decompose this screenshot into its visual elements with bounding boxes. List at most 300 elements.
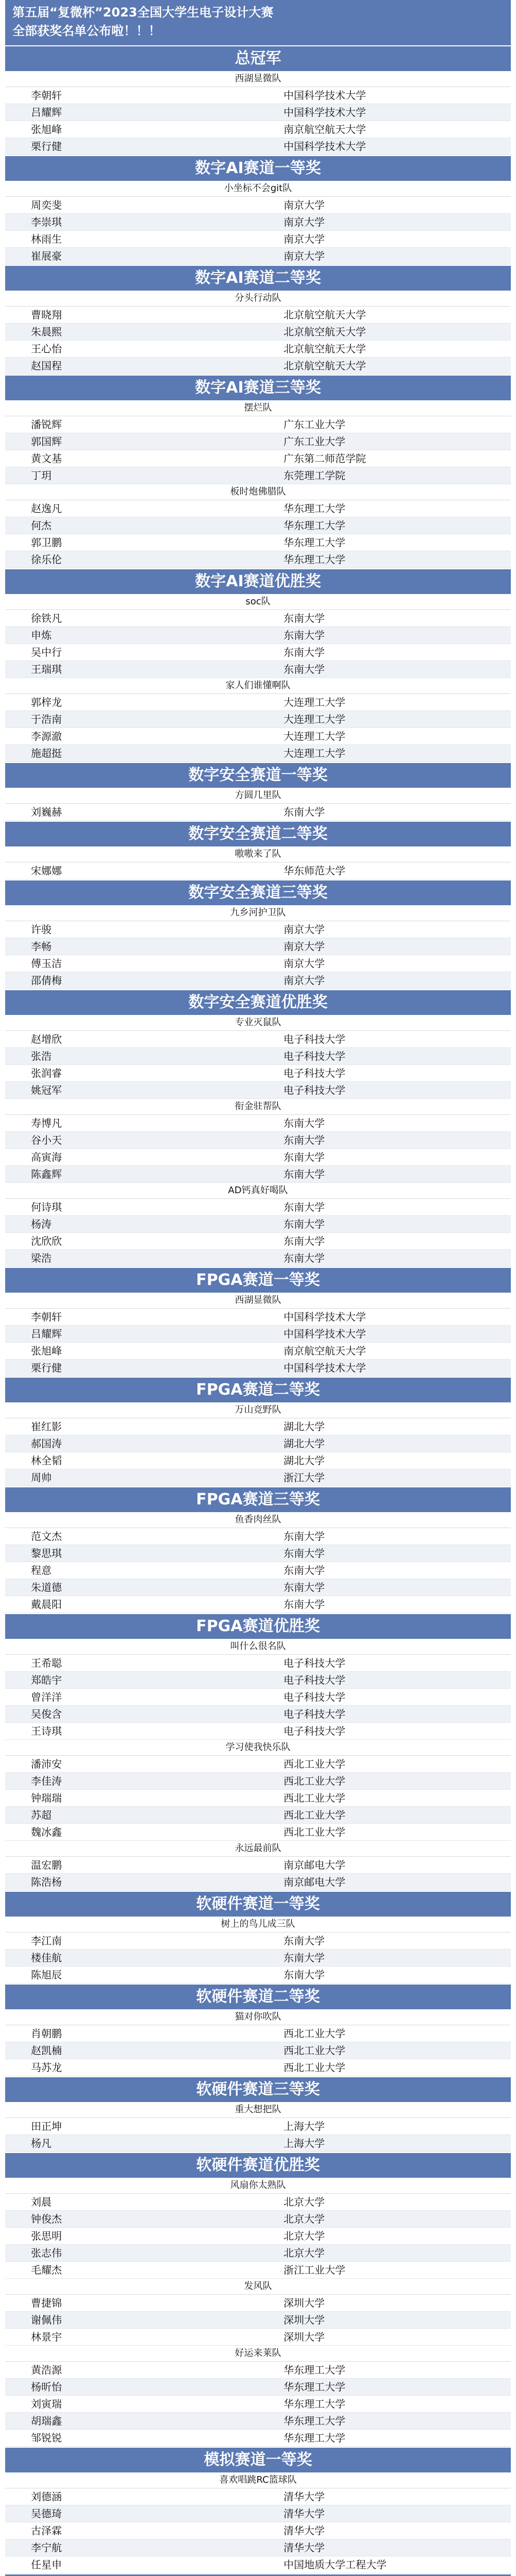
- member-school: 北京大学: [284, 2247, 325, 2259]
- member-row: [5, 2042, 511, 2059]
- member-row: [5, 1031, 511, 1048]
- member-list: [5, 694, 511, 762]
- member-row: [5, 416, 511, 433]
- member-row: [5, 2329, 511, 2346]
- award-section: [5, 989, 511, 1267]
- team-name: 猫对你吹队: [5, 2009, 511, 2025]
- member-school: 湖北大学: [284, 1420, 325, 1433]
- member-school: 深圳大学: [284, 2297, 325, 2309]
- member-row: [5, 1596, 511, 1613]
- member-name: 王诗琪: [31, 1725, 62, 1737]
- member-school: 东南大学: [284, 1168, 325, 1180]
- member-name: 丁玥: [31, 469, 52, 482]
- team-name: 喜欢唱跳RC篮球队: [5, 2472, 511, 2488]
- member-school: 湖北大学: [284, 1454, 325, 1467]
- member-name: 王希聪: [31, 1657, 62, 1669]
- member-name: 杨凡: [31, 2137, 52, 2149]
- member-school: 东南大学: [284, 646, 325, 658]
- member-name: 王瑞琪: [31, 663, 62, 675]
- member-school: 中国科学技术大学: [284, 89, 366, 101]
- page-header: [5, 0, 511, 45]
- member-row: [5, 2245, 511, 2262]
- member-list: [5, 2118, 511, 2152]
- member-school: 东南大学: [284, 1134, 325, 1146]
- member-row: [5, 1672, 511, 1689]
- member-row: [5, 467, 511, 484]
- member-row: [5, 1807, 511, 1824]
- award-title: 数字AI赛道二等奖: [5, 265, 511, 291]
- member-row: [5, 2396, 511, 2413]
- team-name: 专业灭鼠队: [5, 1015, 511, 1031]
- member-list: [5, 2025, 511, 2076]
- member-name: 李源澈: [31, 730, 62, 742]
- member-list: [5, 804, 511, 821]
- member-name: 施超挺: [31, 747, 62, 759]
- member-name: 崔展豪: [31, 250, 62, 262]
- member-name: 刘晨: [31, 2196, 52, 2208]
- member-school: 东南大学: [284, 1117, 325, 1129]
- member-name: 张旭峰: [31, 123, 62, 135]
- member-name: 周奕斐: [31, 199, 62, 211]
- member-school: 广东工业大学: [284, 435, 345, 448]
- member-school: 西北工业大学: [284, 1758, 345, 1770]
- member-row: [5, 644, 511, 661]
- member-list: [5, 1199, 511, 1267]
- member-row: [5, 1048, 511, 1065]
- member-list: [5, 2488, 511, 2573]
- member-name: 戴晨阳: [31, 1598, 62, 1611]
- member-row: [5, 341, 511, 358]
- member-school: 东南大学: [284, 1530, 325, 1543]
- member-row: [5, 1115, 511, 1132]
- member-school: 南京航空航天大学: [284, 1345, 366, 1357]
- member-row: [5, 1343, 511, 1360]
- member-row: [5, 745, 511, 762]
- member-name: 田正坤: [31, 2120, 62, 2132]
- award-title: 软硬件赛道优胜奖: [5, 2152, 511, 2178]
- team-name: 板时炮佛腊队: [5, 484, 511, 500]
- member-school: 华东理工大学: [284, 519, 345, 532]
- member-list: [5, 610, 511, 678]
- member-school: 清华大学: [284, 2524, 325, 2537]
- member-school: 东南大学: [284, 1151, 325, 1163]
- member-name: 栗行健: [31, 140, 62, 152]
- member-school: 西北工业大学: [284, 2044, 345, 2057]
- member-school: 南京航空航天大学: [284, 123, 366, 135]
- member-row: [5, 358, 511, 375]
- member-school: 东南大学: [284, 806, 325, 818]
- award-section: [5, 1377, 511, 1486]
- member-name: 李佳涛: [31, 1775, 62, 1787]
- member-school: 中国科学技术大学: [284, 1328, 366, 1340]
- award-section: [5, 821, 511, 879]
- member-name: 谷小天: [31, 1134, 62, 1146]
- member-name: 谢佩伟: [31, 2314, 62, 2326]
- member-row: [5, 104, 511, 121]
- member-row: [5, 2522, 511, 2539]
- award-title: 软硬件赛道一等奖: [5, 1891, 511, 1917]
- member-name: 任星申: [31, 2558, 62, 2571]
- member-name: 寿博凡: [31, 1117, 62, 1129]
- member-name: 陈浩杨: [31, 1876, 62, 1888]
- member-school: 南京大学: [284, 974, 325, 987]
- member-row: [5, 1199, 511, 1216]
- team-name: 永远最前队: [5, 1841, 511, 1857]
- award-section: [5, 375, 511, 568]
- member-school: 东南大学: [284, 1564, 325, 1577]
- member-school: 北京航空航天大学: [284, 343, 366, 355]
- member-name: 黄文基: [31, 452, 62, 465]
- member-school: 深圳大学: [284, 2331, 325, 2343]
- member-school: 中国地质大学工程大学: [284, 2558, 387, 2571]
- member-list: [5, 500, 511, 568]
- member-row: [5, 214, 511, 231]
- award-section: [5, 1891, 511, 1984]
- member-name: 朱晨熙: [31, 326, 62, 338]
- award-sections: [5, 45, 511, 2576]
- member-name: 吴俊含: [31, 1708, 62, 1720]
- member-row: [5, 248, 511, 265]
- team-name: 西湖显微队: [5, 1293, 511, 1309]
- member-name: 申炼: [31, 629, 52, 641]
- team-name: 好运来莱队: [5, 2346, 511, 2362]
- member-row: [5, 2312, 511, 2329]
- member-row: [5, 1149, 511, 1166]
- member-row: [5, 1166, 511, 1183]
- member-school: 大连理工大学: [284, 747, 345, 759]
- member-list: [5, 1933, 511, 1984]
- member-school: 南京邮电大学: [284, 1876, 345, 1888]
- member-name: 苏超: [31, 1809, 52, 1821]
- member-name: 毛耀杰: [31, 2264, 62, 2276]
- member-school: 东南大学: [284, 1598, 325, 1611]
- member-name: 赵逸凡: [31, 502, 62, 515]
- member-row: [5, 2362, 511, 2379]
- member-school: 大连理工大学: [284, 730, 345, 742]
- award-section: [5, 568, 511, 762]
- member-school: 东南大学: [284, 1952, 325, 1964]
- member-row: [5, 1065, 511, 1082]
- member-name: 沈欣欣: [31, 1235, 62, 1247]
- award-title: 数字安全赛道优胜奖: [5, 989, 511, 1015]
- member-row: [5, 2430, 511, 2447]
- member-row: [5, 862, 511, 879]
- award-section: [5, 1613, 511, 1891]
- member-name: 楼佳航: [31, 1952, 62, 1964]
- member-school: 东南大学: [284, 1547, 325, 1560]
- member-name: 王心怡: [31, 343, 62, 355]
- member-school: 南京大学: [284, 199, 325, 211]
- member-school: 电子科技大学: [284, 1674, 345, 1686]
- member-name: 曹晓翔: [31, 309, 62, 321]
- team-name: soc队: [5, 594, 511, 610]
- member-name: 杨昕怡: [31, 2381, 62, 2393]
- member-row: [5, 121, 511, 138]
- award-title: 总冠军: [5, 45, 511, 71]
- member-name: 李崇琪: [31, 216, 62, 228]
- award-title: 数字AI赛道优胜奖: [5, 568, 511, 594]
- member-row: [5, 1967, 511, 1984]
- team-name: 衔金驻帮队: [5, 1099, 511, 1115]
- member-row: [5, 2135, 511, 2152]
- team-name: 鱼香肉丝队: [5, 1512, 511, 1528]
- member-school: 广东第二师范学院: [284, 452, 366, 465]
- member-name: 刘巍赫: [31, 806, 62, 818]
- member-row: [5, 2488, 511, 2505]
- award-title: FPGA赛道三等奖: [5, 1486, 511, 1512]
- member-row: [5, 1082, 511, 1099]
- member-name: 魏冰鑫: [31, 1826, 62, 1838]
- member-name: 钟俊杰: [31, 2213, 62, 2225]
- team-name: 方圆几里队: [5, 788, 511, 804]
- member-name: 张浩: [31, 1050, 52, 1062]
- member-name: 周帅: [31, 1471, 52, 1484]
- member-school: 东莞理工学院: [284, 469, 345, 482]
- member-row: [5, 938, 511, 955]
- member-row: [5, 2413, 511, 2430]
- member-name: 吴德琦: [31, 2507, 62, 2520]
- member-row: [5, 1216, 511, 1233]
- member-row: [5, 2379, 511, 2396]
- member-name: 范文杰: [31, 1530, 62, 1543]
- member-name: 赵国程: [31, 360, 62, 372]
- member-name: 傅玉洁: [31, 957, 62, 970]
- team-name: 分头行动队: [5, 291, 511, 307]
- member-row: [5, 2059, 511, 2076]
- member-name: 高寅海: [31, 1151, 62, 1163]
- member-school: 深圳大学: [284, 2314, 325, 2326]
- member-row: [5, 1824, 511, 1841]
- member-name: 陈旭辰: [31, 1969, 62, 1981]
- member-row: [5, 1579, 511, 1596]
- team-name: 风扇你太熟队: [5, 2178, 511, 2194]
- member-name: 程意: [31, 1564, 52, 1577]
- member-school: 清华大学: [284, 2490, 325, 2503]
- member-school: 电子科技大学: [284, 1050, 345, 1062]
- team-name: 发风队: [5, 2279, 511, 2295]
- member-name: 宋娜娜: [31, 865, 62, 877]
- member-row: [5, 1326, 511, 1343]
- member-school: 大连理工大学: [284, 713, 345, 725]
- award-section: [5, 1267, 511, 1377]
- member-row: [5, 324, 511, 341]
- award-section: [5, 879, 511, 989]
- member-row: [5, 627, 511, 644]
- member-school: 华东理工大学: [284, 536, 345, 549]
- member-name: 张志伟: [31, 2247, 62, 2259]
- member-school: 西北工业大学: [284, 2061, 345, 2074]
- member-school: 东南大学: [284, 1969, 325, 1981]
- member-name: 于浩南: [31, 713, 62, 725]
- award-title: 数字安全赛道三等奖: [5, 879, 511, 905]
- member-row: [5, 534, 511, 551]
- member-row: [5, 1452, 511, 1469]
- member-row: [5, 1469, 511, 1486]
- member-name: 吴中行: [31, 646, 62, 658]
- member-school: 南京大学: [284, 923, 325, 936]
- member-school: 北京航空航天大学: [284, 326, 366, 338]
- member-school: 上海大学: [284, 2137, 325, 2149]
- member-name: 何诗琪: [31, 1201, 62, 1213]
- award-title: FPGA赛道二等奖: [5, 1377, 511, 1402]
- member-school: 南京大学: [284, 957, 325, 970]
- member-row: [5, 2262, 511, 2279]
- member-row: [5, 972, 511, 989]
- member-name: 曹捷锦: [31, 2297, 62, 2309]
- member-list: [5, 87, 511, 155]
- member-school: 电子科技大学: [284, 1725, 345, 1737]
- member-list: [5, 1031, 511, 1099]
- member-name: 赵凯楠: [31, 2044, 62, 2057]
- member-row: [5, 1857, 511, 1874]
- member-school: 中国科学技术大学: [284, 106, 366, 118]
- award-section: [5, 2076, 511, 2152]
- award-title: 软硬件赛道三等奖: [5, 2076, 511, 2102]
- member-school: 东南大学: [284, 612, 325, 624]
- team-name: 小坐标不会git队: [5, 181, 511, 197]
- award-section: [5, 45, 511, 155]
- award-section: [5, 2447, 511, 2573]
- member-school: 清华大学: [284, 2507, 325, 2520]
- member-school: 东南大学: [284, 663, 325, 675]
- member-row: [5, 610, 511, 627]
- member-name: 郭国辉: [31, 435, 62, 448]
- member-name: 赵增欣: [31, 1033, 62, 1045]
- member-name: 李畅: [31, 940, 52, 953]
- member-name: 何杰: [31, 519, 52, 532]
- member-school: 西北工业大学: [284, 1809, 345, 1821]
- member-name: 吕耀辉: [31, 106, 62, 118]
- member-row: [5, 2228, 511, 2245]
- member-row: [5, 1950, 511, 1967]
- member-school: 北京大学: [284, 2213, 325, 2225]
- member-name: 肖朝鹏: [31, 2027, 62, 2040]
- member-row: [5, 1723, 511, 1740]
- member-row: [5, 1309, 511, 1326]
- member-school: 东南大学: [284, 1201, 325, 1213]
- team-name: 家人们谁懂啊队: [5, 678, 511, 694]
- member-name: 古泽霖: [31, 2524, 62, 2537]
- award-title: FPGA赛道优胜奖: [5, 1613, 511, 1639]
- member-school: 西北工业大学: [284, 2027, 345, 2040]
- team-name: 九乡河护卫队: [5, 905, 511, 921]
- member-school: 中国科学技术大学: [284, 140, 366, 152]
- page-subtitle: 全部获奖名单公布啦！！！: [12, 24, 161, 38]
- member-row: [5, 1418, 511, 1435]
- member-row: [5, 1528, 511, 1545]
- award-section: [5, 762, 511, 821]
- award-section: [5, 265, 511, 375]
- member-row: [5, 500, 511, 517]
- team-name: 树上的鸟儿成三队: [5, 1917, 511, 1933]
- member-name: 陈鑫辉: [31, 1168, 62, 1180]
- member-name: 邵倩梅: [31, 974, 62, 987]
- member-name: 马苏龙: [31, 2061, 62, 2074]
- member-name: 郭卫鹏: [31, 536, 62, 549]
- award-section: [5, 1486, 511, 1613]
- member-name: 林雨生: [31, 233, 62, 245]
- member-list: [5, 1115, 511, 1183]
- member-row: [5, 955, 511, 972]
- member-school: 东南大学: [284, 1235, 325, 1247]
- member-school: 西北工业大学: [284, 1775, 345, 1787]
- member-list: [5, 1418, 511, 1486]
- member-row: [5, 2194, 511, 2211]
- member-name: 刘德涵: [31, 2490, 62, 2503]
- member-row: [5, 1706, 511, 1723]
- team-name: 万山竞野队: [5, 1402, 511, 1418]
- award-title: FPGA赛道一等奖: [5, 1267, 511, 1293]
- award-title: 数字AI赛道三等奖: [5, 375, 511, 400]
- member-list: [5, 2295, 511, 2346]
- member-list: [5, 1857, 511, 1891]
- member-row: [5, 661, 511, 678]
- member-row: [5, 1756, 511, 1773]
- member-name: 刘寅瑞: [31, 2398, 62, 2410]
- member-school: 南京大学: [284, 250, 325, 262]
- member-school: 中国科学技术大学: [284, 1362, 366, 1374]
- member-name: 林景宇: [31, 2331, 62, 2343]
- member-row: [5, 307, 511, 324]
- team-name: 学习使我快乐队: [5, 1740, 511, 1756]
- member-name: 胡瑞鑫: [31, 2415, 62, 2427]
- member-name: 郑皓宇: [31, 1674, 62, 1686]
- member-row: [5, 1689, 511, 1706]
- member-row: [5, 728, 511, 745]
- member-list: [5, 2194, 511, 2279]
- member-row: [5, 1933, 511, 1950]
- member-school: 大连理工大学: [284, 696, 345, 708]
- member-name: 黄浩源: [31, 2364, 62, 2376]
- member-row: [5, 2295, 511, 2312]
- member-school: 南京大学: [284, 216, 325, 228]
- member-name: 温宏鹏: [31, 1859, 62, 1871]
- member-row: [5, 450, 511, 467]
- member-list: [5, 1309, 511, 1377]
- member-row: [5, 2118, 511, 2135]
- member-list: [5, 921, 511, 989]
- award-section: [5, 2152, 511, 2447]
- member-name: 栗行健: [31, 1362, 62, 1374]
- award-title: 模拟赛道一等奖: [5, 2447, 511, 2472]
- award-section: [5, 2573, 511, 2576]
- award-title: 数字AI赛道一等奖: [5, 155, 511, 181]
- team-name: AD钙真好喝队: [5, 1183, 511, 1199]
- member-row: [5, 2025, 511, 2042]
- award-title: [5, 2573, 511, 2576]
- member-list: [5, 1655, 511, 1740]
- member-school: 电子科技大学: [284, 1691, 345, 1703]
- member-school: 电子科技大学: [284, 1657, 345, 1669]
- member-school: 西北工业大学: [284, 1826, 345, 1838]
- member-row: [5, 921, 511, 938]
- member-school: 广东工业大学: [284, 418, 345, 431]
- member-name: 李江南: [31, 1935, 62, 1947]
- member-name: 潘锐辉: [31, 418, 62, 431]
- member-school: 华东理工大学: [284, 2364, 345, 2376]
- member-name: 邹锐锐: [31, 2432, 62, 2444]
- member-name: 郭梓龙: [31, 696, 62, 708]
- member-row: [5, 1874, 511, 1891]
- member-name: 梁浩: [31, 1252, 52, 1264]
- member-name: 张润睿: [31, 1067, 62, 1079]
- member-list: [5, 197, 511, 265]
- member-school: 华东理工大学: [284, 2398, 345, 2410]
- team-name: 嗷嗷来了队: [5, 846, 511, 862]
- member-name: 杨涛: [31, 1218, 52, 1230]
- member-school: 中国科学技术大学: [284, 1311, 366, 1323]
- member-row: [5, 231, 511, 248]
